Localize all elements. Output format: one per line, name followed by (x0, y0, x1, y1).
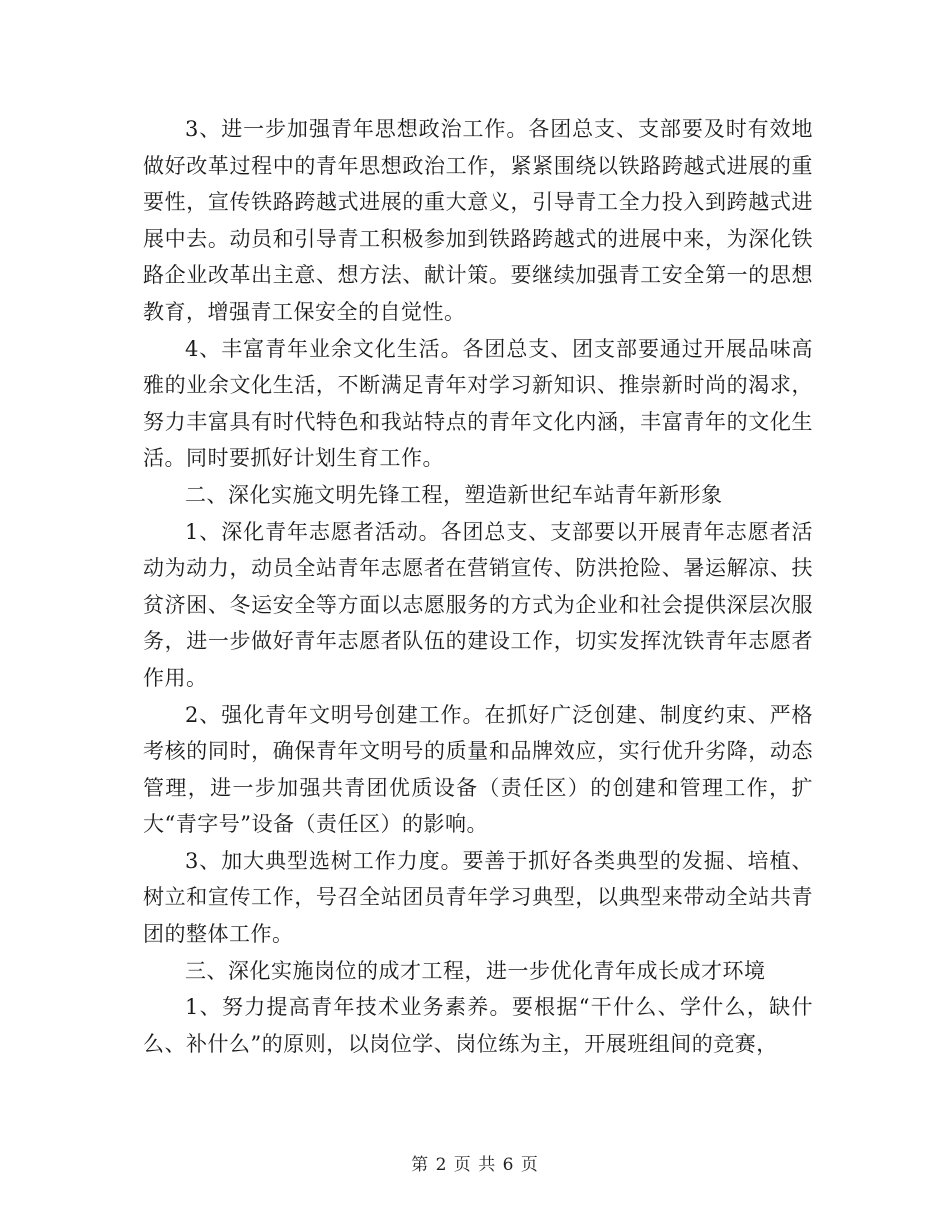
paragraph-youth-volunteers: 1、深化青年志愿者活动。各团总支、支部要以开展青年志愿者活动为动力，动员全站青年志愿者在营销宣传、防洪抢险、暑运解凉、扶贫济困、冬运安全等方面以志愿服务的方式为企业和社会提供深层次服务，进一步做好青年志愿者队伍的建设工作，切实发挥沈铁青年志愿者作用。 (143, 519, 813, 690)
paragraph-model-selection: 3、加大典型选树工作力度。要善于抓好各类典型的发掘、培植、树立和宣传工作，号召全站团员青年学习典型，以典型来带动全站共青团的整体工作。 (143, 848, 813, 947)
section-heading-civilization-vanguard: 二、深化实施文明先锋工程，塑造新世纪车站青年新形象 (185, 482, 723, 507)
section-heading-post-talent-project: 三、深化实施岗位的成才工程，进一步优化青年成长成才环境 (185, 958, 766, 983)
paragraph-technical-skills: 1、努力提高青年技术业务素养。要根据“干什么、学什么，缺什么、补什么”的原则，以岗位学、岗位练为主，开展班组间的竞赛， (143, 995, 813, 1056)
page-number-footer: 第 2 页 共 6 页 (411, 1155, 539, 1175)
paragraph-youth-political-work: 3、进一步加强青年思想政治工作。各团总支、支部要及时有效地做好改革过程中的青年思想政治工作，紧紧围绕以铁路跨越式进展的重要性，宣传铁路跨越式进展的重大意义，引导青工全力投入到跨越式进展中去。动员和引导青工积极参加到铁路跨越式的进展中来，为深化铁路企业改革出主意、想方法、献计策。要继续加强青工安全第一的思想教育，增强青工保安全的自觉性。 (143, 117, 813, 324)
paragraph-youth-cultural-life: 4、丰富青年业余文化生活。各团总支、团支部要通过开展品味高雅的业余文化生活，不断满足青年对学习新知识、推崇新时尚的渴求，努力丰富具有时代特色和我站特点的青年文化内涵，丰富青年的文化生活。同时要抓好计划生育工作。 (143, 336, 813, 471)
paragraph-youth-civilization-mark: 2、强化青年文明号创建工作。在抓好广泛创建、制度约束、严格考核的同时，确保青年文明号的质量和品牌效应，实行优升劣降，动态管理，进一步加强共青团优质设备（责任区）的创建和管理工作，扩大“青字号”设备（责任区）的影响。 (143, 702, 813, 837)
document-body (143, 111, 813, 1062)
